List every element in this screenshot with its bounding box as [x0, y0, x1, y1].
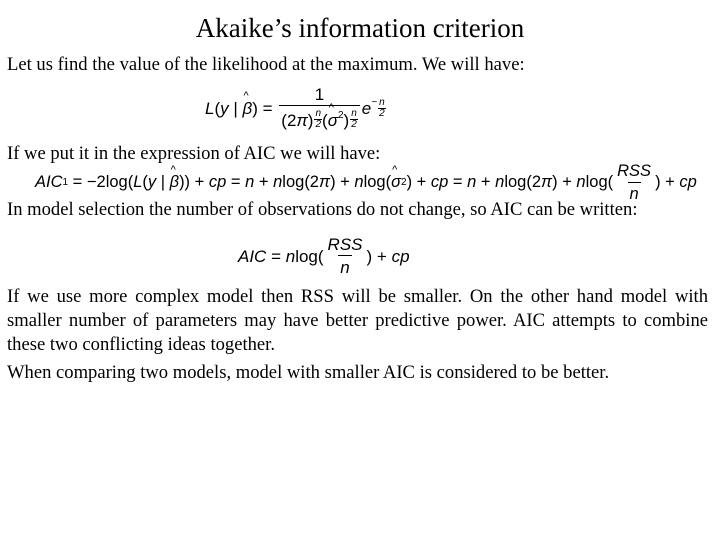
- aic-expansion-equation: AIC 1 = −2log( L ( y | ^ β )) + cp = n + n log(2 π ) + n log( ^ σ 2 ) + cp = n + n log(2 π ) + n log( $\frac{\text{RSS}}{n}$ ) + cp: [35, 163, 697, 202]
- intro-paragraph: Let us find the value of the likelihood at the maximum. We will have:: [7, 54, 525, 75]
- model-selection-paragraph: In model selection the number of observations do not change, so AIC can be written:: [7, 199, 638, 220]
- aic-simplified-equation: AIC = n log( $\frac{\text{RSS}}{n}$ ) + cp: [238, 235, 410, 277]
- aic-substitution-paragraph: If we put it in the expression of AIC we will have:: [7, 143, 381, 164]
- likelihood-equation: L ( y | ^ β ) = 1 (2π) $\frac{n}{2}$ (^ $\sigma^2$) $\frac{n}{2}$ e − $\frac{n}{2}$: [205, 86, 386, 130]
- comparison-paragraph: When comparing two models, model with smaller AIC is considered to be better.: [7, 362, 610, 383]
- slide-title: Akaike’s information criterion: [195, 13, 525, 43]
- complexity-paragraph: If we use more complex model then RSS will be smaller. On the other hand model with smaller number of parameters may have better predictive power. AIC attempts to combine these two conflicting ideas together.: [7, 286, 708, 355]
